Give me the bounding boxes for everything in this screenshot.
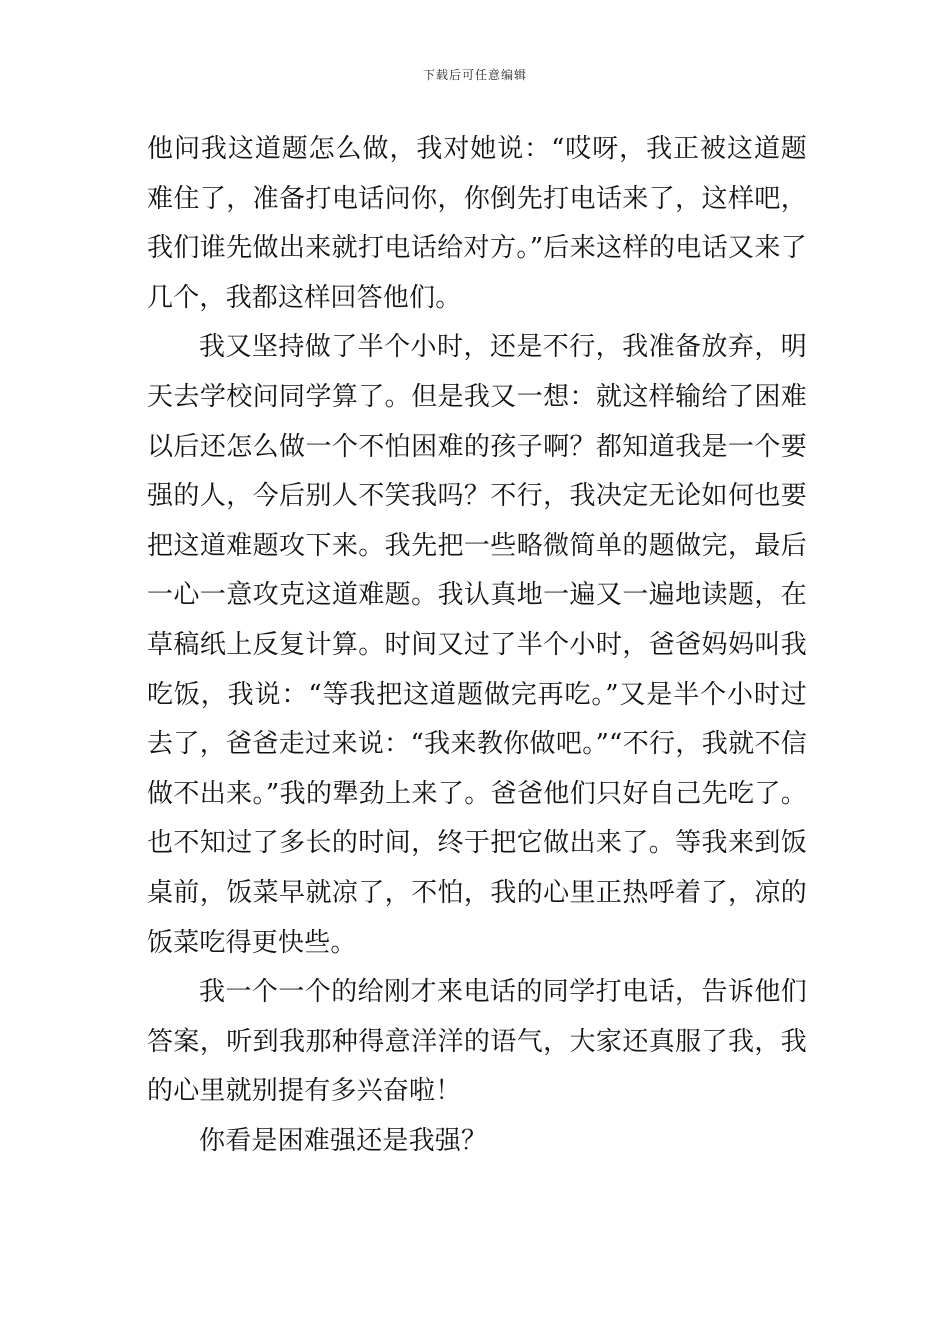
document-body <box>147 125 807 1166</box>
paragraph-3: 我一个一个的给刚才来电话的同学打电话，告诉他们答案，听到我那种得意洋洋的语气，大家还真服了我，我的心里就别提有多兴奋啦！ <box>147 977 807 1107</box>
header-note: 下载后可任意编辑 <box>422 68 527 82</box>
paragraph-2: 我又坚持做了半个小时，还是不行，我准备放弃，明天去学校问同学算了。但是我又一想：就这样输给了困难以后还怎么做一个不怕困难的孩子啊？都知道我是一个要强的人，今后别人不笑我吗？不行，我决定无论如何也要把这道难题攻下来。我先把一些略微简单的题做完，最后一心一意攻克这道难题。我认真地一遍又一遍地读题，在草稿纸上反复计算。时间又过了半个小时，爸爸妈妈叫我吃饭，我说：“等我把这道题做完再吃。”又是半个小时过去了，爸爸走过来说：“我来教你做吧。”“不行，我就不信做不出来。”我的犟劲上来了。爸爸他们只好自己先吃了。也不知过了多长的时间，终于把它做出来了。等我来到饭桌前，饭菜早就凉了，不怕，我的心里正热呼着了，凉的饭菜吃得更快些。 <box>147 332 807 958</box>
paragraph-1: 他问我这道题怎么做，我对她说：“哎呀，我正被这道题难住了，准备打电话问你，你倒先打电话来了，这样吧，我们谁先做出来就打电话给对方。”后来这样的电话又来了几个，我都这样回答他们。 <box>147 134 807 313</box>
paragraph-4: 你看是困难强还是我强？ <box>199 1125 488 1156</box>
